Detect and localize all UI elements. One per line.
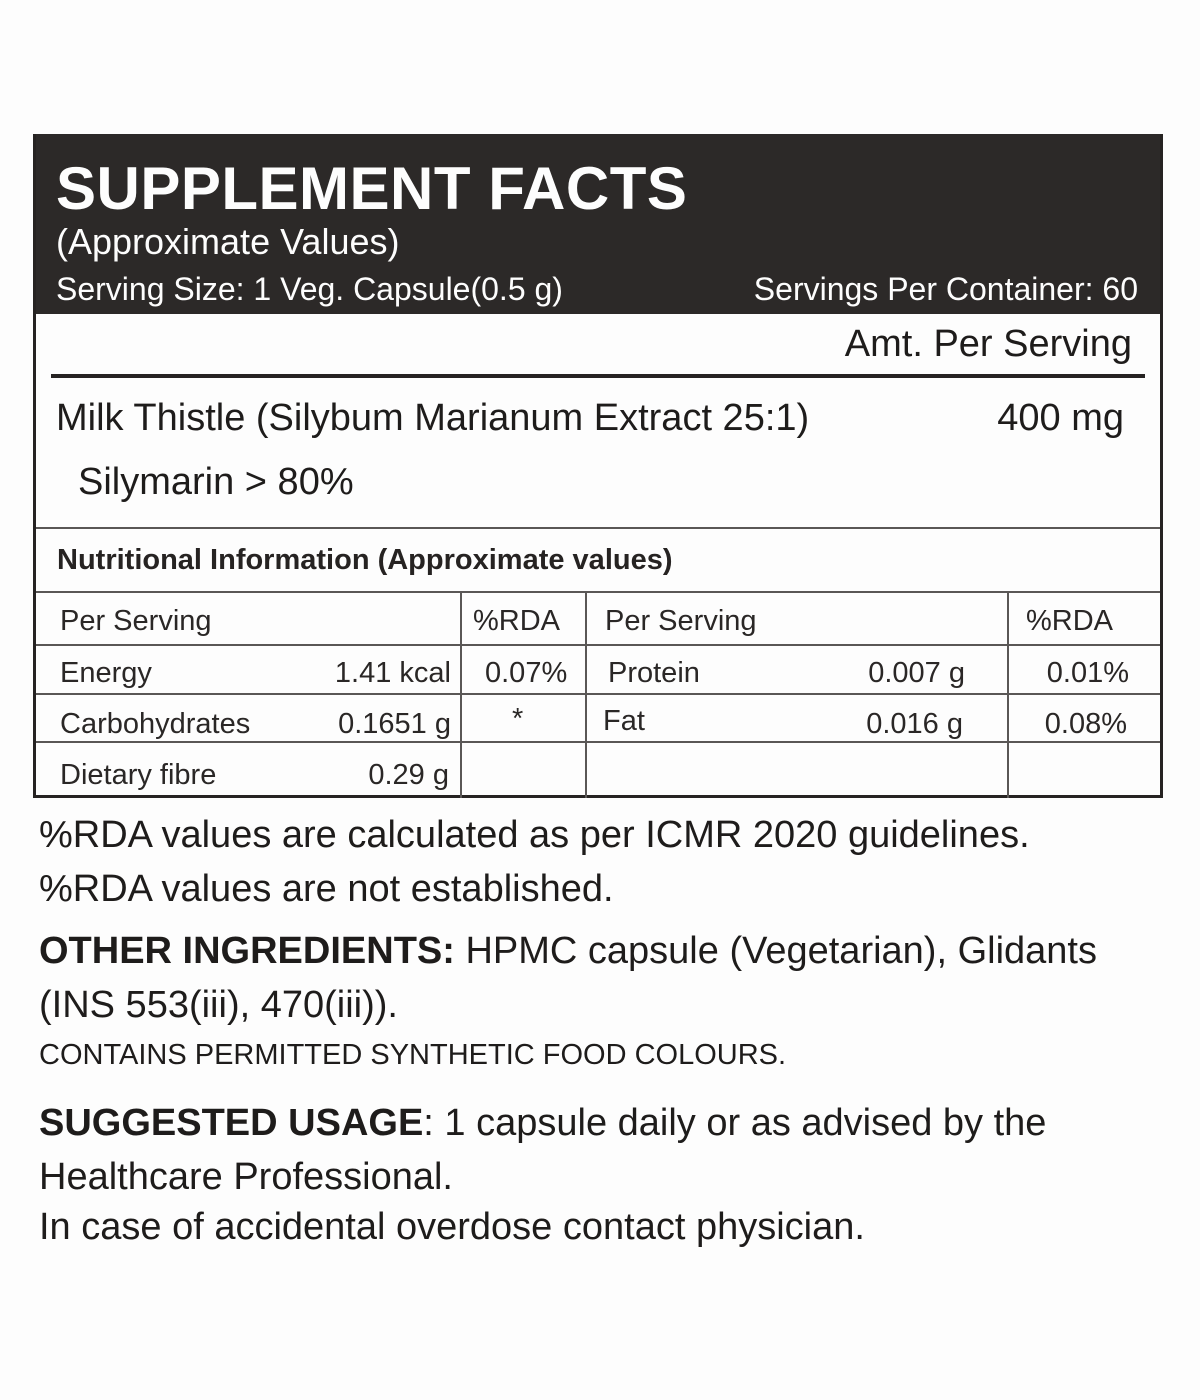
supplement-facts-panel — [33, 134, 1163, 798]
column-header: Per Serving — [605, 605, 757, 637]
nutrition-title: Nutritional Information (Approximate values) — [57, 544, 673, 576]
other-ingredients — [39, 924, 1159, 1032]
other-ingredients-text: HPMC capsule (Vegetarian), Glidants (INS 553(iii), 470(iii)). — [39, 930, 1097, 1026]
divider — [36, 591, 1160, 593]
rda-calculation-note: %RDA values are calculated as per ICMR 2020 guidelines. — [39, 814, 1030, 856]
servings-per-container: Servings Per Container: 60 — [753, 271, 1138, 307]
serving-size: Serving Size: 1 Veg. Capsule(0.5 g) — [56, 271, 563, 307]
facts-subtitle: (Approximate Values) — [56, 221, 400, 262]
facts-header — [36, 134, 1160, 314]
nutrient-name: Protein — [608, 657, 700, 689]
ingredient-name: Milk Thistle (Silybum Marianum Extract 25:1) — [56, 397, 810, 439]
suggested-usage-label: SUGGESTED USAGE — [39, 1102, 424, 1144]
nutrient-rda: 0.07% — [485, 657, 568, 689]
nutrient-value: 0.016 g — [866, 708, 963, 740]
table-divider — [36, 693, 1160, 695]
nutrient-rda: * — [512, 703, 524, 735]
column-header: %RDA — [473, 605, 561, 637]
nutrient-rda: 0.08% — [1044, 708, 1127, 740]
nutrient-name: Carbohydrates — [60, 708, 251, 740]
column-header: %RDA — [1026, 605, 1114, 637]
divider — [36, 527, 1160, 529]
nutrient-value: 1.41 kcal — [334, 657, 451, 689]
rda-not-established-note: %RDA values are not established. — [39, 868, 614, 910]
suggested-usage — [39, 1096, 1159, 1204]
nutrient-value: 0.1651 g — [338, 708, 451, 740]
table-divider — [36, 741, 1160, 743]
amount-per-serving-label: Amt. Per Serving — [844, 323, 1132, 365]
column-header: Per Serving — [60, 605, 212, 637]
table-divider — [36, 644, 1160, 646]
sub-ingredient-name: Silymarin > 80% — [78, 461, 354, 503]
nutrient-name: Energy — [60, 657, 152, 689]
suggested-usage-text: : 1 capsule daily or as advised by the Healthcare Professional. — [39, 1102, 1047, 1198]
nutrient-value: 0.007 g — [868, 657, 965, 689]
nutrient-rda: 0.01% — [1046, 657, 1129, 689]
facts-title: SUPPLEMENT FACTS — [56, 155, 688, 222]
nutrient-name: Dietary fibre — [60, 759, 217, 791]
nutrient-value: 0.29 g — [368, 759, 449, 791]
divider — [51, 374, 1145, 378]
overdose-note: In case of accidental overdose contact physician. — [39, 1206, 865, 1248]
ingredient-amount: 400 mg — [997, 397, 1124, 439]
other-ingredients-label: OTHER INGREDIENTS: — [39, 930, 455, 972]
colours-note: CONTAINS PERMITTED SYNTHETIC FOOD COLOURS. — [39, 1039, 787, 1071]
nutrient-name: Fat — [603, 705, 645, 737]
